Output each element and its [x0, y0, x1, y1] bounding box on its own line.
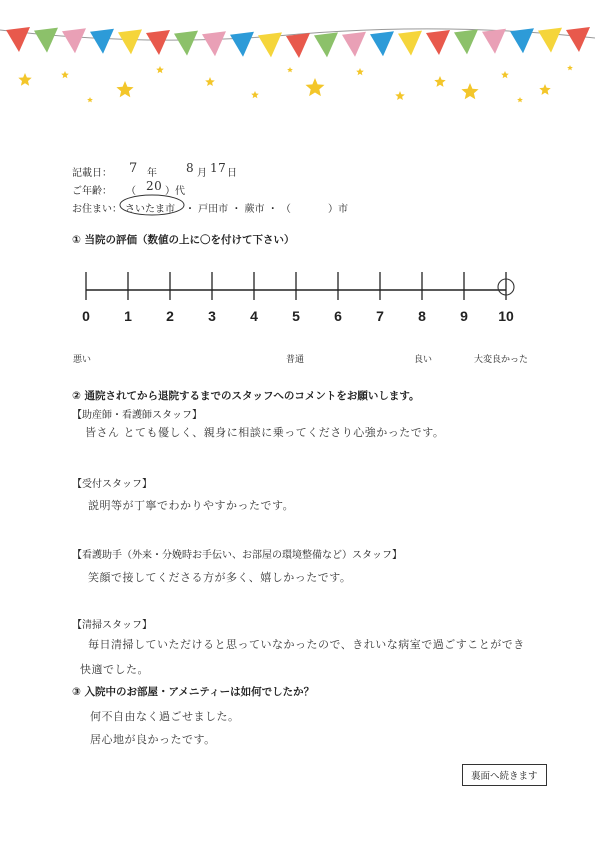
group-heading-cleaning: 【清掃スタッフ】 [72, 620, 152, 631]
star-icon [567, 65, 573, 70]
continue-overleaf-box: 裏面へ続きます [462, 764, 547, 786]
date-day-suffix: 日 [227, 168, 237, 179]
bunting-flag [118, 29, 142, 54]
star-icon [395, 91, 405, 100]
scale-label-good: 良い [414, 355, 433, 365]
section3-title: ③ 入院中のお部屋・アメニティーは如何でしたか？ [72, 686, 315, 698]
date-label: 記載日： [72, 168, 112, 179]
scale-number-10: 10 [498, 308, 514, 324]
bunting-flag [90, 29, 114, 54]
star-icon [356, 68, 364, 75]
comment-reception: 説明等が丁寧でわかりやすかったです。 [88, 499, 295, 512]
bunting-banner-decoration [0, 0, 595, 115]
residence-option-other-city: ）市 [328, 204, 348, 215]
date-month-suffix: 月 [197, 168, 207, 179]
comment-cleaning-line2: 快適でした。 [80, 663, 149, 676]
bunting-flag [398, 31, 422, 56]
date-day-value: 17 [210, 161, 227, 175]
section2-title: ② 通院されてから退院するまでのスタッフへのコメントをお願いします。 [72, 390, 420, 402]
bunting-flag [314, 32, 338, 57]
star-icon [61, 71, 69, 78]
scale-number-9: 9 [460, 308, 468, 324]
scale-number-4: 4 [250, 308, 258, 324]
amenity-comment-line2: 居心地が良かったです。 [90, 733, 216, 746]
bunting-flag [510, 28, 534, 53]
date-year-suffix: 年 [147, 168, 157, 179]
bunting-flag [202, 31, 226, 56]
bunting-flag [286, 33, 310, 58]
star-icon [205, 77, 215, 86]
star-icon [87, 97, 93, 102]
bunting-flag [230, 32, 254, 57]
amenity-comment-line1: 何不自由なく過ごせました。 [90, 710, 240, 723]
scale-label-very-good: 大変良かった [474, 355, 529, 365]
group-heading-assistant: 【看護助手（外来・分娩時お手伝い、お部屋の環境整備など）スタッフ】 [72, 550, 402, 561]
age-open-paren: （ [126, 186, 136, 197]
scale-number-5: 5 [292, 308, 300, 324]
comment-midwife: 皆さん とても優しく、親身に相談に乗ってくださり心強かったです。 [85, 426, 445, 439]
age-close-paren: ）代 [165, 186, 185, 197]
star-icon [156, 66, 164, 73]
date-era-value: 7 [129, 161, 138, 176]
age-value: 20 [146, 179, 163, 193]
star-icon [434, 76, 445, 87]
bunting-flag [258, 32, 282, 57]
bunting-flag [370, 31, 394, 56]
bunting-flag [34, 28, 58, 53]
bunting-flag [454, 29, 478, 54]
scale-number-0: 0 [82, 308, 90, 324]
star-icon [287, 67, 293, 72]
bunting-flag [146, 30, 170, 55]
star-icon [461, 83, 478, 99]
star-icon [18, 73, 31, 86]
star-icon [306, 78, 325, 96]
comment-assistant: 笑顔で接してくださる方が多く、嬉しかったです。 [88, 571, 352, 584]
rating-scale [70, 262, 530, 342]
scale-label-bad: 悪い [73, 355, 92, 365]
comment-cleaning-line1: 毎日清掃していただけると思っていなかったので、きれいな病室で過ごすことができ [88, 638, 525, 651]
bunting-flag [174, 31, 198, 56]
residence-circle-mark [118, 193, 188, 217]
scale-number-8: 8 [418, 308, 426, 324]
scale-number-6: 6 [334, 308, 342, 324]
scale-number-1: 1 [124, 308, 132, 324]
bunting-flag [482, 29, 506, 54]
residence-label: お住まい： [72, 204, 122, 215]
bunting-flag [342, 32, 366, 57]
bunting-flag [426, 30, 450, 55]
section1-title: ① 当院の評価（数値の上に〇を付けて下さい） [72, 234, 295, 246]
bunting-flag [62, 28, 86, 53]
bunting-flag [6, 27, 30, 52]
scale-ticks [86, 272, 506, 300]
residence-option-saitama: さいたま市 [125, 204, 175, 215]
scale-label-normal: 普通 [286, 355, 305, 365]
bunting-flag [538, 28, 562, 53]
residence-option-others: ・ 戸田市 ・ 蕨市 ・ （ [185, 204, 291, 215]
star-icon [251, 91, 259, 98]
scale-number-2: 2 [166, 308, 174, 324]
bunting-flag [566, 27, 590, 52]
scale-number-3: 3 [208, 308, 216, 324]
stars [18, 65, 573, 102]
star-icon [116, 81, 133, 97]
age-label: ご年齢： [72, 186, 112, 197]
star-icon [501, 71, 509, 78]
group-heading-midwife: 【助産師・看護師スタッフ】 [72, 410, 202, 421]
group-heading-reception: 【受付スタッフ】 [72, 479, 152, 490]
star-icon [539, 84, 550, 95]
star-icon [517, 97, 523, 102]
scale-number-7: 7 [376, 308, 384, 324]
bunting-flags [6, 27, 590, 58]
date-month-value: 8 [186, 161, 195, 175]
